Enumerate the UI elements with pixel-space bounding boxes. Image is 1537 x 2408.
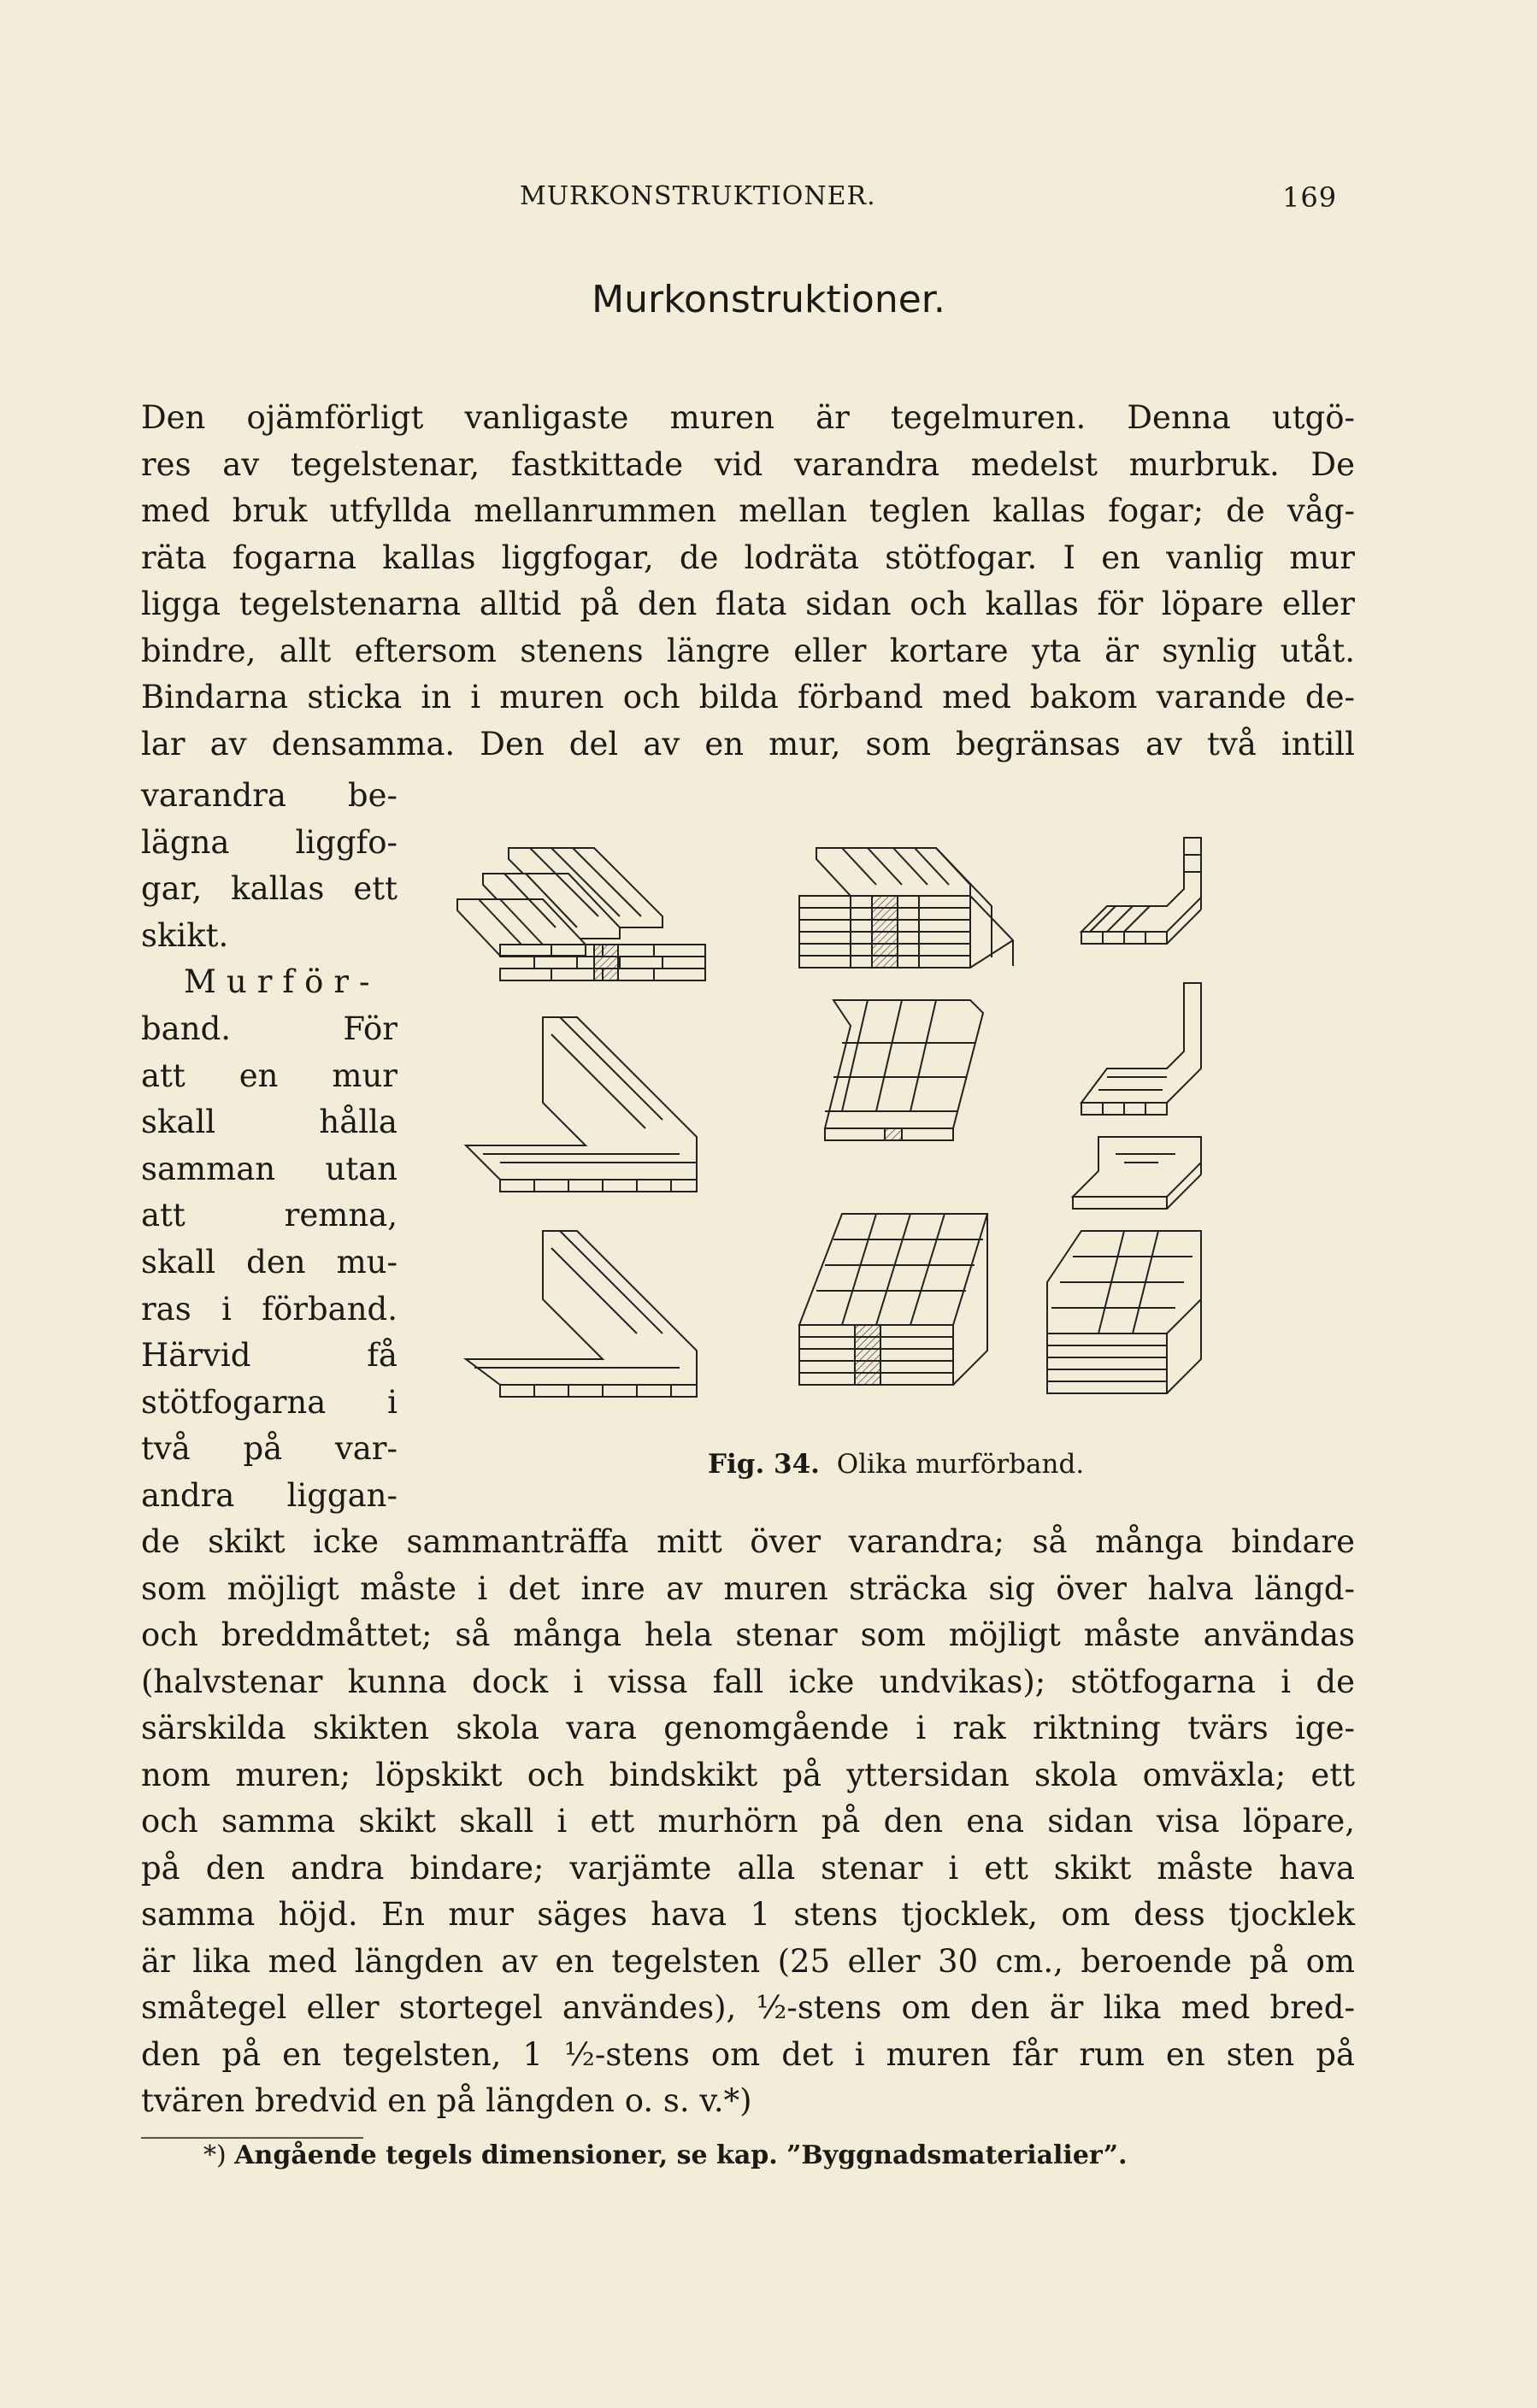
text-line: som möjligt måste i det inre av muren sträcka sig över halva längd- (141, 1569, 1355, 1607)
footnote (203, 2140, 1128, 2170)
text-line: ras i förband. (141, 1290, 398, 1328)
text-line: samman utan (141, 1150, 398, 1187)
footnote-text: Angående tegels dimensioner, se kap. ”Byggnadsmaterialier”. (234, 2140, 1128, 2170)
figure-caption (708, 1449, 1084, 1480)
text-line: småtegel eller stortegel användes), ½-stens om den är lika med bred- (141, 1989, 1355, 2026)
corner-bond-drawing-1 (1081, 838, 1201, 944)
stepped-bond-drawing-1 (457, 848, 705, 980)
text-line: skall den mu- (141, 1243, 398, 1281)
chapter-title: Murkonstruktioner. (592, 278, 945, 321)
text-line: Den ojämförligt vanligaste muren är tegelmuren. Denna utgö- (141, 399, 1355, 436)
l-bond-drawing (466, 1017, 697, 1192)
text-line: band. För (141, 1010, 398, 1047)
text-line: stötfogarna i (141, 1383, 398, 1421)
footnote-rule (141, 2137, 363, 2139)
text-line: två på var- (141, 1430, 398, 1468)
text-line: varandra be- (141, 777, 398, 814)
text-line: skall hålla (141, 1104, 398, 1141)
text-line: Härvid få (141, 1337, 398, 1375)
block-bond-drawing (799, 1214, 987, 1385)
pier-bond-drawing (1047, 1231, 1201, 1393)
text-line: res av tegelstenar, fastkittade vid varandra medelst murbruk. De (141, 445, 1355, 483)
brick-bond-figure (449, 821, 1346, 1470)
paragraph-2 (141, 1519, 1355, 2125)
text-line: är lika med längden av en tegelsten (25 eller 30 cm., beroende på om (141, 1942, 1355, 1980)
text-line: särskilda skikten skola vara genomgående i rak riktning tvärs ige- (141, 1710, 1355, 1746)
footnote-marker: *) (203, 2140, 227, 2170)
figure-caption-text: Olika murförband. (836, 1449, 1085, 1480)
text-line: andra liggan- (141, 1476, 398, 1514)
running-bond-drawing (825, 1000, 983, 1140)
stepped-bond-drawing-2 (799, 848, 1013, 968)
text-line: och samma skikt skall i ett murhörn på den ena sidan visa löpare, (141, 1803, 1355, 1840)
running-title: MURKONSTRUKTIONER. (520, 181, 876, 211)
text-line: samma höjd. En mur säges hava 1 stens tjocklek, om dess tjocklek (141, 1896, 1355, 1933)
text-line: att en mur (141, 1057, 398, 1094)
text-line: ligga tegelstenarna alltid på den flata sidan och kallas för löpare eller (141, 586, 1355, 622)
text-line: och breddmåttet; så många hela stenar som möjligt måste användas (141, 1616, 1355, 1653)
text-line: de skikt icke sammanträffa mitt över varandra; så många bindare (141, 1523, 1355, 1560)
t-bond-drawing (466, 1231, 697, 1397)
text-line: lar av densamma. Den del av en mur, som begränsas av två intill (141, 725, 1355, 762)
text-line: skikt. (141, 916, 229, 954)
text-line: (halvstenar kunna dock i vissa fall icke undvikas); stötfogarna i de (141, 1663, 1355, 1700)
text-line: nom muren; löpskikt och bindskikt på yttersidan skola omväxla; ett (141, 1756, 1355, 1793)
text-line: med bruk utfyllda mellanrummen mellan teglen kallas fogar; de våg- (141, 492, 1355, 529)
text-line: tvären bredvid en på längden o. s. v.*) (141, 2082, 752, 2119)
text-line: bindre, allt eftersom stenens längre eller kortare yta är synlig utåt. (141, 632, 1355, 669)
text-line: lägna liggfo- (141, 823, 398, 861)
corner-bond-drawing-2 (1073, 983, 1201, 1209)
text-line: Bindarna sticka in i muren och bilda förband med bakom varande de- (141, 679, 1355, 715)
text-line: att remna, (141, 1197, 398, 1234)
text-line: gar, kallas ett (141, 870, 398, 908)
side-column-text (141, 773, 398, 1520)
section-heading: Murför- (184, 963, 380, 1001)
text-line: den på en tegelsten, 1 ½-stens om det i muren får rum en sten på (141, 2035, 1355, 2073)
paragraph-1 (141, 395, 1355, 768)
text-line: på den andra bindare; varjämte alla stenar i ett skikt måste hava (141, 1849, 1355, 1887)
text-line: räta fogarna kallas liggfogar, de lodräta stötfogar. I en vanlig mur (141, 539, 1355, 576)
page-number: 169 (1282, 181, 1338, 214)
figure-label: Fig. 34. (708, 1449, 820, 1480)
